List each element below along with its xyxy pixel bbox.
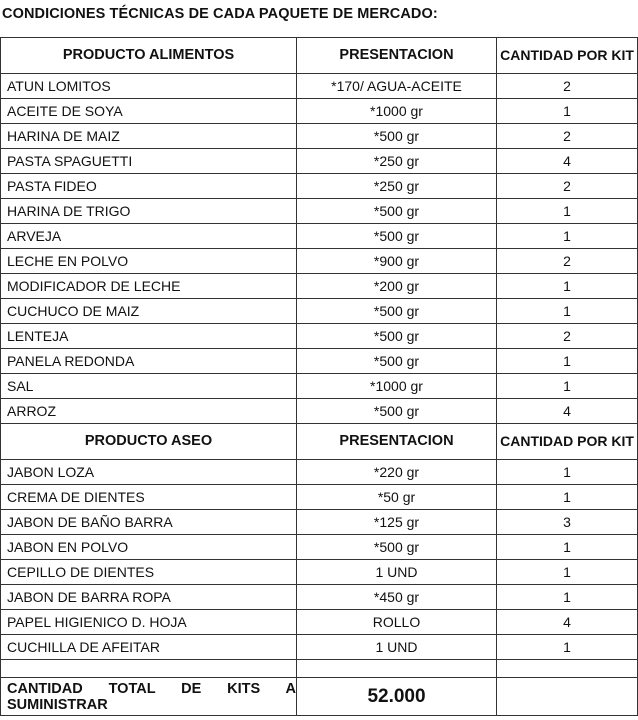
hygiene-row xyxy=(1,510,638,535)
product-quantity: 1 xyxy=(497,485,638,510)
hygiene-quantity-header: CANTIDAD POR KIT xyxy=(497,424,638,460)
food-row xyxy=(1,74,638,99)
product-name: LECHE EN POLVO xyxy=(1,249,297,274)
food-row xyxy=(1,324,638,349)
product-quantity: 2 xyxy=(497,74,638,99)
food-product-header: PRODUCTO ALIMENTOS xyxy=(1,38,297,74)
product-presentation: *1000 gr xyxy=(297,99,497,124)
spacer-cell xyxy=(297,660,497,678)
product-presentation: *500 gr xyxy=(297,324,497,349)
market-package-table xyxy=(0,37,638,716)
product-quantity: 1 xyxy=(497,199,638,224)
hygiene-row xyxy=(1,460,638,485)
product-presentation: *50 gr xyxy=(297,485,497,510)
product-presentation: *1000 gr xyxy=(297,374,497,399)
hygiene-row xyxy=(1,585,638,610)
food-row xyxy=(1,99,638,124)
product-name: PANELA REDONDA xyxy=(1,349,297,374)
product-presentation: *500 gr xyxy=(297,399,497,424)
food-row xyxy=(1,399,638,424)
product-presentation: *450 gr xyxy=(297,585,497,610)
product-presentation: *170/ AGUA-ACEITE xyxy=(297,74,497,99)
product-quantity: 1 xyxy=(497,224,638,249)
product-name: JABON DE BAÑO BARRA xyxy=(1,510,297,535)
product-name: JABON DE BARRA ROPA xyxy=(1,585,297,610)
product-quantity: 1 xyxy=(497,374,638,399)
product-presentation: ROLLO xyxy=(297,610,497,635)
hygiene-row xyxy=(1,560,638,585)
product-presentation: *500 gr xyxy=(297,199,497,224)
product-quantity: 1 xyxy=(497,460,638,485)
spacer-cell xyxy=(497,660,638,678)
product-presentation: *900 gr xyxy=(297,249,497,274)
product-name: PASTA FIDEO xyxy=(1,174,297,199)
product-quantity: 1 xyxy=(497,274,638,299)
product-presentation: *220 gr xyxy=(297,460,497,485)
hygiene-row xyxy=(1,635,638,660)
food-quantity-header: CANTIDAD POR KIT xyxy=(497,38,638,74)
product-quantity: 2 xyxy=(497,249,638,274)
product-presentation: *200 gr xyxy=(297,274,497,299)
product-presentation: *250 gr xyxy=(297,174,497,199)
food-row xyxy=(1,374,638,399)
total-kits-label: CANTIDAD TOTAL DE KITS A SUMINISTRAR xyxy=(1,678,297,716)
total-row xyxy=(1,678,638,716)
food-presentation-header: PRESENTACION xyxy=(297,38,497,74)
spacer-row xyxy=(1,660,638,678)
product-quantity: 4 xyxy=(497,610,638,635)
page-title: CONDICIONES TÉCNICAS DE CADA PAQUETE DE MERCADO: xyxy=(2,6,438,22)
product-quantity: 1 xyxy=(497,349,638,374)
product-name: CUCHILLA DE AFEITAR xyxy=(1,635,297,660)
product-presentation: *500 gr xyxy=(297,124,497,149)
food-row xyxy=(1,149,638,174)
product-name: PASTA SPAGUETTI xyxy=(1,149,297,174)
product-presentation: *500 gr xyxy=(297,349,497,374)
food-row xyxy=(1,349,638,374)
product-quantity: 1 xyxy=(497,585,638,610)
product-presentation: 1 UND xyxy=(297,635,497,660)
hygiene-product-header: PRODUCTO ASEO xyxy=(1,424,297,460)
product-name: HARINA DE MAIZ xyxy=(1,124,297,149)
product-quantity: 1 xyxy=(497,299,638,324)
food-row xyxy=(1,174,638,199)
product-name: CUCHUCO DE MAIZ xyxy=(1,299,297,324)
food-header-row xyxy=(1,38,638,74)
product-quantity: 3 xyxy=(497,510,638,535)
food-row xyxy=(1,124,638,149)
product-name: LENTEJA xyxy=(1,324,297,349)
food-row xyxy=(1,199,638,224)
product-quantity: 2 xyxy=(497,324,638,349)
product-name: ATUN LOMITOS xyxy=(1,74,297,99)
product-quantity: 4 xyxy=(497,399,638,424)
hygiene-row xyxy=(1,535,638,560)
total-empty-cell xyxy=(497,678,638,716)
food-row xyxy=(1,224,638,249)
food-row xyxy=(1,249,638,274)
product-quantity: 1 xyxy=(497,99,638,124)
product-presentation: *500 gr xyxy=(297,535,497,560)
food-row xyxy=(1,274,638,299)
product-name: JABON EN POLVO xyxy=(1,535,297,560)
product-name: MODIFICADOR DE LECHE xyxy=(1,274,297,299)
hygiene-row xyxy=(1,610,638,635)
product-quantity: 1 xyxy=(497,560,638,585)
product-quantity: 1 xyxy=(497,535,638,560)
product-name: CEPILLO DE DIENTES xyxy=(1,560,297,585)
product-name: ARROZ xyxy=(1,399,297,424)
product-presentation: *500 gr xyxy=(297,224,497,249)
product-name: SAL xyxy=(1,374,297,399)
hygiene-row xyxy=(1,485,638,510)
product-presentation: *500 gr xyxy=(297,299,497,324)
product-presentation: 1 UND xyxy=(297,560,497,585)
total-kits-value: 52.000 xyxy=(297,678,497,716)
product-name: CREMA DE DIENTES xyxy=(1,485,297,510)
spacer-cell xyxy=(1,660,297,678)
product-quantity: 1 xyxy=(497,635,638,660)
product-presentation: *250 gr xyxy=(297,149,497,174)
product-name: ACEITE DE SOYA xyxy=(1,99,297,124)
product-name: PAPEL HIGIENICO D. HOJA xyxy=(1,610,297,635)
food-row xyxy=(1,299,638,324)
product-name: ARVEJA xyxy=(1,224,297,249)
product-quantity: 4 xyxy=(497,149,638,174)
product-quantity: 2 xyxy=(497,124,638,149)
product-quantity: 2 xyxy=(497,174,638,199)
product-name: HARINA DE TRIGO xyxy=(1,199,297,224)
hygiene-presentation-header: PRESENTACION xyxy=(297,424,497,460)
product-name: JABON LOZA xyxy=(1,460,297,485)
product-presentation: *125 gr xyxy=(297,510,497,535)
hygiene-header-row xyxy=(1,424,638,460)
